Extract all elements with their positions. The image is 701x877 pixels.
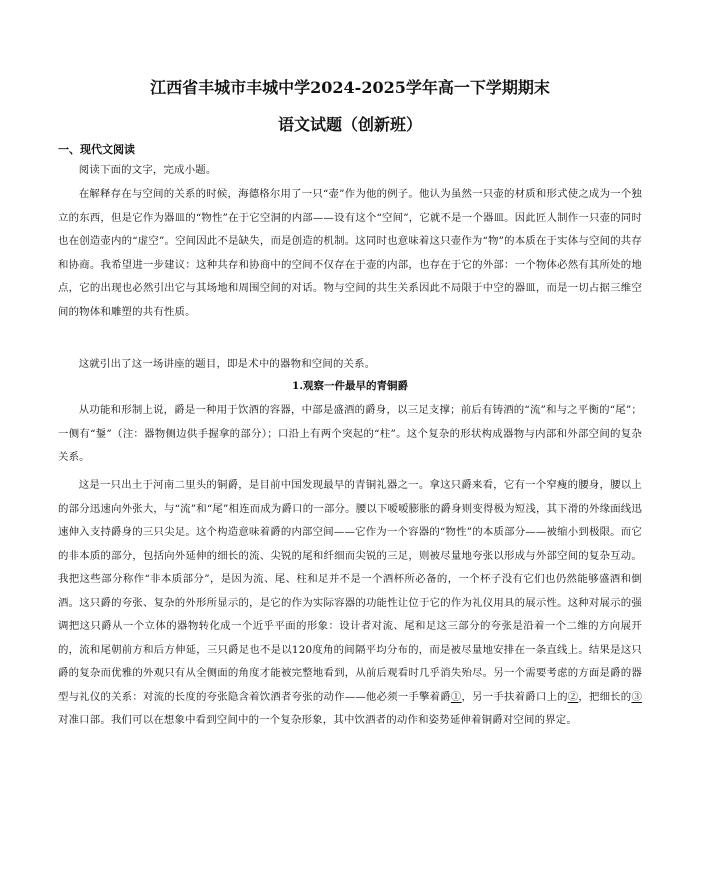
blank-3: ③	[631, 690, 643, 703]
paragraph-4-text-b: ，另一手扶着爵口上的	[461, 690, 568, 703]
passage-paragraph-4	[58, 474, 642, 733]
paragraph-4-text-d: 对准口部。我们可以在想象中看到空间中的一个复杂形象，其中饮酒者的动作和姿势延伸着铜爵对空间的界定。	[58, 714, 577, 726]
passage-paragraph-2: 这就引出了这一场讲座的题目，即是术中的器物和空间的关系。	[78, 358, 376, 370]
exam-title-line1: 江西省丰城市丰城中学2024-2025学年高一下学期期末	[150, 78, 550, 97]
blank-2: ②	[567, 690, 579, 703]
passage-paragraph-1: 在解释存在与空间的关系的时候，海德格尔用了一只“壶”作为他的例子。他认为虽然一只壶的材质和形式使之成为一个独立的东西，但是它作为器皿的“物性”在于它空洞的内部——设有这个“空间”，它就不是一个器皿。因此匠人制作一只壶的同时也在创造壶内的“虚空”。空间因此不是缺失，而是创造的机制。这同时也意味着这只壶作为“物”的本质在于实体与空间的共存和协商。我希望进一步建议：这种共存和协商中的空间不仅存在于壶的内部，也存在于它的外部：一个物体必然有其所处的地点，它的出现也必然引出它与其场地和周围空间的对话。物与空间的共生关系因此不局限于中空的器皿，而是一切占据三维空间的物体和雕塑的共有性质。	[58, 188, 642, 318]
reading-instruction: 阅读下面的文字，完成小题。	[78, 164, 217, 176]
paragraph-4-text-a: 这是一只出土于河南二里头的铜爵，是目前中国发现最早的青铜礼器之一。拿这只爵来看，它有一个窄瘦的腰身，腰以上的部分迅速向外张大，与“流”和“尾”相连而成为爵口的一部分。腰以下嗳嗳膨胀的爵身则变得极为短浅，其下滑的外缘面线迅速伸入支持爵身的三只尖足。这个构造意味着爵的内部空间——它作为一个容器的“物性”的本质部分——被缩小到极限。而它的非本质的部分，包括向外延伸的细长的流、尖锐的尾和纤细而尖锐的三足，则被尽量地夸张以形成与外部空间的复杂互动。我把这些部分称作“非本质部分”，是因为流、尾、柱和足并不是一个酒杯所必备的，一个杯子没有它们也仍然能够盛酒和倒酒。这只爵的夸张、复杂的外形所显示的，是它的作为实际容器的功能性让位于它的作为礼仪用具的展示性。这种对展示的强调把这只爵从一个立体的器物转化成一个近乎平面的形象：设计者对流、尾和足这三部分的夸张是沿着一个二维的方向展开的，流和尾朝前方和后方伸延，三只爵足也不是以120度角的间隔平均分布的，而是被尽量地安排在一条直线上。结果是这只爵的复杂而优雅的外观只有从全侧面的角度才能被完整地看到，从前后观看时几乎消失殆尽。另一个需要考虑的方面是爵的器型与礼仪的关系：对流的长度的夸张隐含着饮酒者夸张的动作——他必须一手擎着爵	[58, 479, 642, 703]
passage-paragraph-3: 从功能和形制上说，爵是一种用于饮酒的容器，中部是盛酒的爵身，以三足支撑；前后有铸酒的“流”和与之平衡的“尾”；一侧有“鋬”（注：器物侧边供手握拿的部分）；口沿上有两个突起的“柱”。这个复杂的形状构成器物与内部和外部空间的复杂关系。	[58, 404, 642, 463]
section-heading: 一、现代文阅读	[58, 143, 135, 156]
paragraph-4-text-c: ，把细长的	[578, 690, 632, 703]
exam-title-line2: 语文试题（创新班）	[277, 115, 422, 134]
blank-1: ①	[450, 690, 462, 703]
passage-subheading: 1.观察一件最早的青铜爵	[292, 380, 408, 392]
